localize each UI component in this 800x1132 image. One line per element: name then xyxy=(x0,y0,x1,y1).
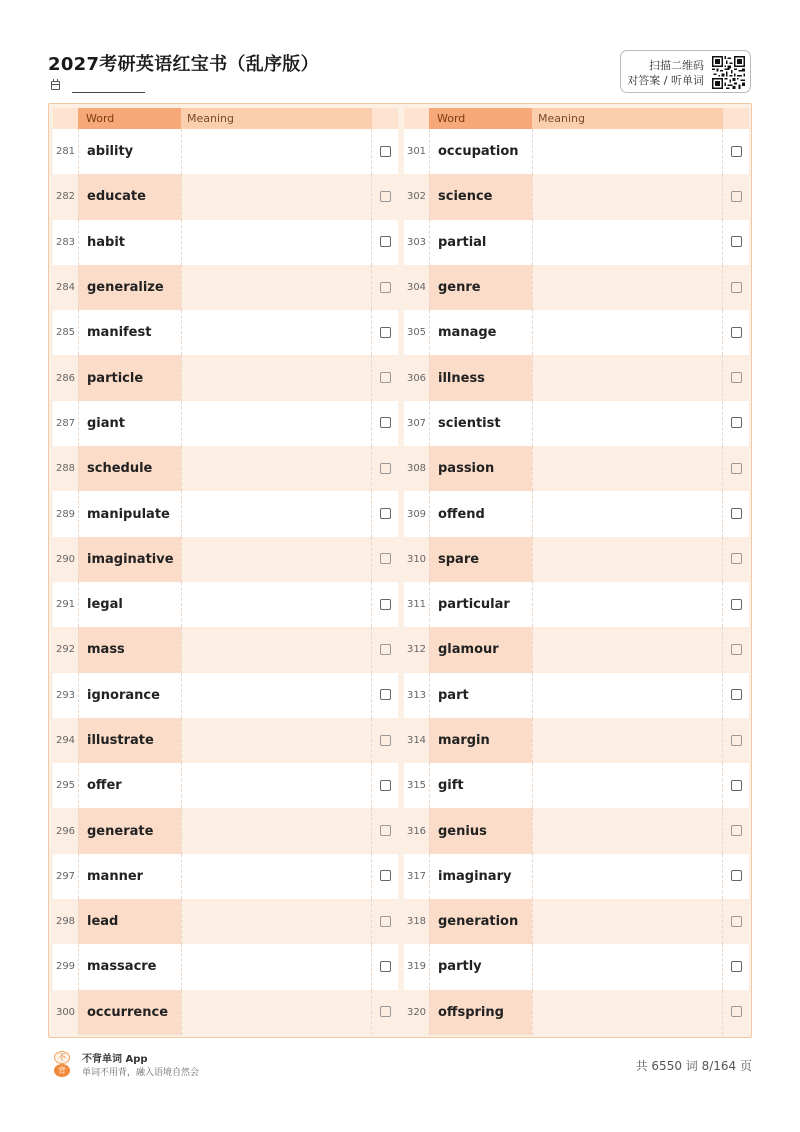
meaning-cell[interactable] xyxy=(181,808,372,853)
word-cell: genre xyxy=(429,265,532,310)
meaning-cell[interactable] xyxy=(181,854,372,899)
meaning-cell[interactable] xyxy=(532,129,723,174)
table-header xyxy=(53,108,398,129)
checkbox[interactable] xyxy=(731,372,742,383)
table-row xyxy=(404,401,749,446)
checkbox[interactable] xyxy=(380,282,391,293)
logo-bottom-glyph: 背 xyxy=(54,1064,70,1077)
meaning-cell[interactable] xyxy=(532,990,723,1035)
meaning-cell[interactable] xyxy=(532,446,723,491)
app-slogan: 单词不用背，融入语境自然会 xyxy=(82,1068,200,1078)
row-number: 294 xyxy=(55,735,76,746)
header-word: Word xyxy=(429,108,532,129)
checkbox[interactable] xyxy=(380,417,391,428)
checkbox[interactable] xyxy=(380,191,391,202)
row-number: 297 xyxy=(55,870,76,882)
row-number: 318 xyxy=(406,916,427,928)
checkbox[interactable] xyxy=(731,417,742,428)
row-number: 311 xyxy=(406,599,427,611)
row-number: 319 xyxy=(406,961,427,973)
meaning-cell[interactable] xyxy=(181,174,372,219)
word-cell: ability xyxy=(78,129,181,174)
qr-caption-line1: 扫描二维码 xyxy=(649,59,704,72)
word-cell: occupation xyxy=(429,129,532,174)
right-column xyxy=(404,108,749,1035)
meaning-cell[interactable] xyxy=(181,627,372,672)
checkbox[interactable] xyxy=(731,327,742,338)
checkbox[interactable] xyxy=(731,870,742,881)
meaning-cell[interactable] xyxy=(532,673,723,718)
checkbox[interactable] xyxy=(731,553,742,564)
word-cell: manifest xyxy=(78,310,181,355)
table-row xyxy=(53,808,398,853)
meaning-cell[interactable] xyxy=(181,899,372,944)
table-row xyxy=(404,627,749,672)
page-info: 共 6550 词 8/164 页 xyxy=(635,1059,752,1073)
word-cell: part xyxy=(429,673,532,718)
word-cell: habit xyxy=(78,220,181,265)
row-number: 283 xyxy=(55,236,76,248)
table-row xyxy=(53,990,398,1035)
table-row xyxy=(53,627,398,672)
left-column xyxy=(53,108,398,1035)
checkbox[interactable] xyxy=(380,735,391,746)
table-row xyxy=(404,355,749,400)
word-cell: educate xyxy=(78,174,181,219)
table-row xyxy=(53,944,398,989)
meaning-cell[interactable] xyxy=(181,673,372,718)
table-row xyxy=(53,129,398,174)
word-cell: scientist xyxy=(429,401,532,446)
table-row xyxy=(53,537,398,582)
checkbox[interactable] xyxy=(380,508,391,519)
meaning-cell[interactable] xyxy=(532,355,723,400)
table-row xyxy=(404,582,749,627)
meaning-cell[interactable] xyxy=(532,718,723,763)
word-cell: legal xyxy=(78,582,181,627)
meaning-cell[interactable] xyxy=(532,401,723,446)
row-number: 299 xyxy=(55,961,76,973)
meaning-cell[interactable] xyxy=(532,627,723,672)
meaning-cell[interactable] xyxy=(181,763,372,808)
meaning-cell[interactable] xyxy=(181,265,372,310)
word-cell: lead xyxy=(78,899,181,944)
row-number: 314 xyxy=(406,735,427,746)
row-number: 312 xyxy=(406,644,427,656)
checkbox[interactable] xyxy=(380,553,391,564)
header-meaning: Meaning xyxy=(181,108,372,129)
table-row xyxy=(404,673,749,718)
table-row xyxy=(53,310,398,355)
word-cell: massacre xyxy=(78,944,181,989)
word-cell: imaginary xyxy=(429,854,532,899)
checkbox[interactable] xyxy=(380,599,391,610)
word-cell: partly xyxy=(429,944,532,989)
row-number: 295 xyxy=(55,780,76,792)
word-cell: partial xyxy=(429,220,532,265)
word-cell: occurrence xyxy=(78,990,181,1035)
table-row xyxy=(404,174,749,219)
word-cell: science xyxy=(429,174,532,219)
meaning-cell[interactable] xyxy=(181,944,372,989)
word-cell: glamour xyxy=(429,627,532,672)
row-number: 315 xyxy=(406,780,427,792)
table-row xyxy=(53,763,398,808)
word-cell: generation xyxy=(429,899,532,944)
word-cell: mass xyxy=(78,627,181,672)
app-logo xyxy=(54,1051,70,1077)
row-number: 288 xyxy=(55,463,76,475)
calendar-icon xyxy=(51,81,60,90)
row-number: 292 xyxy=(55,644,76,656)
checkbox[interactable] xyxy=(731,644,742,655)
checkbox[interactable] xyxy=(380,1006,391,1017)
checkbox[interactable] xyxy=(731,689,742,700)
row-number: 287 xyxy=(55,417,76,429)
app-name: 不背单词 App xyxy=(82,1054,148,1065)
checkbox[interactable] xyxy=(731,146,742,157)
checkbox[interactable] xyxy=(380,236,391,247)
word-cell: offer xyxy=(78,763,181,808)
vocabulary-table xyxy=(48,103,752,1038)
word-cell: generate xyxy=(78,808,181,853)
meaning-cell[interactable] xyxy=(532,582,723,627)
row-number: 313 xyxy=(406,689,427,701)
row-number: 307 xyxy=(406,417,427,429)
row-number: 285 xyxy=(55,327,76,339)
checkbox[interactable] xyxy=(380,372,391,383)
page-title: 2027考研英语红宝书（乱序版） xyxy=(48,54,319,75)
table-row xyxy=(404,808,749,853)
row-number: 296 xyxy=(55,825,76,837)
word-cell: illness xyxy=(429,355,532,400)
meaning-cell[interactable] xyxy=(532,265,723,310)
table-row xyxy=(53,446,398,491)
row-number: 308 xyxy=(406,463,427,475)
checkbox[interactable] xyxy=(380,463,391,474)
meaning-cell[interactable] xyxy=(532,174,723,219)
checkbox[interactable] xyxy=(731,599,742,610)
word-cell: passion xyxy=(429,446,532,491)
word-cell: offend xyxy=(429,491,532,536)
meaning-cell[interactable] xyxy=(181,990,372,1035)
row-number: 305 xyxy=(406,327,427,339)
date-blank-line xyxy=(72,92,145,93)
meaning-cell[interactable] xyxy=(181,355,372,400)
row-number: 301 xyxy=(406,146,427,158)
qr-code-box[interactable] xyxy=(620,50,751,93)
checkbox[interactable] xyxy=(731,463,742,474)
checkbox[interactable] xyxy=(731,236,742,247)
row-number: 317 xyxy=(406,870,427,882)
checkbox[interactable] xyxy=(731,508,742,519)
table-row xyxy=(404,265,749,310)
word-cell: imaginative xyxy=(78,537,181,582)
checkbox[interactable] xyxy=(380,916,391,927)
row-number: 298 xyxy=(55,916,76,928)
row-number: 282 xyxy=(55,191,76,203)
qr-caption xyxy=(627,58,704,88)
meaning-cell[interactable] xyxy=(181,129,372,174)
table-row xyxy=(404,944,749,989)
qr-caption-line2: 对答案 / 听单词 xyxy=(627,74,704,87)
word-cell: offspring xyxy=(429,990,532,1035)
word-cell: manner xyxy=(78,854,181,899)
row-number: 303 xyxy=(406,236,427,248)
table-row xyxy=(53,718,398,763)
checkbox[interactable] xyxy=(380,780,391,791)
meaning-cell[interactable] xyxy=(532,763,723,808)
word-cell: manipulate xyxy=(78,491,181,536)
checkbox[interactable] xyxy=(380,825,391,836)
row-number: 289 xyxy=(55,508,76,520)
meaning-cell[interactable] xyxy=(532,808,723,853)
table-row xyxy=(404,220,749,265)
meaning-cell[interactable] xyxy=(181,310,372,355)
header-meaning: Meaning xyxy=(532,108,723,129)
meaning-cell[interactable] xyxy=(532,220,723,265)
meaning-cell[interactable] xyxy=(532,944,723,989)
word-cell: generalize xyxy=(78,265,181,310)
word-cell: particle xyxy=(78,355,181,400)
meaning-cell[interactable] xyxy=(181,491,372,536)
row-number: 304 xyxy=(406,282,427,294)
table-row xyxy=(53,355,398,400)
row-number: 309 xyxy=(406,508,427,520)
table-row xyxy=(404,763,749,808)
checkbox[interactable] xyxy=(731,961,742,972)
row-number: 293 xyxy=(55,689,76,701)
row-number: 320 xyxy=(406,1006,427,1018)
row-number: 300 xyxy=(55,1006,76,1018)
row-number: 290 xyxy=(55,553,76,565)
table-row xyxy=(404,899,749,944)
table-row xyxy=(53,401,398,446)
table-row xyxy=(404,718,749,763)
checkbox[interactable] xyxy=(731,916,742,927)
meaning-cell[interactable] xyxy=(181,220,372,265)
row-number: 284 xyxy=(55,282,76,294)
table-header xyxy=(404,108,749,129)
row-number: 316 xyxy=(406,825,427,837)
row-number: 291 xyxy=(55,599,76,611)
word-cell: particular xyxy=(429,582,532,627)
checkbox[interactable] xyxy=(731,1006,742,1017)
meaning-cell[interactable] xyxy=(181,537,372,582)
checkbox[interactable] xyxy=(380,146,391,157)
meaning-cell[interactable] xyxy=(532,310,723,355)
checkbox[interactable] xyxy=(731,780,742,791)
table-row xyxy=(53,174,398,219)
checkbox[interactable] xyxy=(380,327,391,338)
table-row xyxy=(53,582,398,627)
table-row xyxy=(53,899,398,944)
row-number: 286 xyxy=(55,372,76,384)
checkbox[interactable] xyxy=(731,825,742,836)
word-cell: manage xyxy=(429,310,532,355)
meaning-cell[interactable] xyxy=(181,718,372,763)
meaning-cell[interactable] xyxy=(181,446,372,491)
table-row xyxy=(404,854,749,899)
table-row xyxy=(404,310,749,355)
table-row xyxy=(53,265,398,310)
word-cell: genius xyxy=(429,808,532,853)
row-number: 310 xyxy=(406,553,427,565)
table-row xyxy=(53,220,398,265)
row-number: 302 xyxy=(406,191,427,203)
meaning-cell[interactable] xyxy=(532,537,723,582)
meaning-cell[interactable] xyxy=(532,899,723,944)
table-row xyxy=(404,537,749,582)
table-row xyxy=(404,446,749,491)
word-cell: giant xyxy=(78,401,181,446)
word-cell: gift xyxy=(429,763,532,808)
meaning-cell[interactable] xyxy=(532,854,723,899)
logo-top-glyph: 不 xyxy=(54,1051,70,1064)
checkbox[interactable] xyxy=(380,870,391,881)
checkbox[interactable] xyxy=(380,644,391,655)
word-cell: margin xyxy=(429,718,532,763)
row-number: 281 xyxy=(55,146,76,158)
table-row xyxy=(404,129,749,174)
word-cell: ignorance xyxy=(78,673,181,718)
checkbox[interactable] xyxy=(731,735,742,746)
qr-code-icon[interactable] xyxy=(712,56,745,89)
checkbox[interactable] xyxy=(731,191,742,202)
word-cell: spare xyxy=(429,537,532,582)
meaning-cell[interactable] xyxy=(532,491,723,536)
table-row xyxy=(404,990,749,1035)
word-cell: schedule xyxy=(78,446,181,491)
table-row xyxy=(53,854,398,899)
table-row xyxy=(53,491,398,536)
row-number: 306 xyxy=(406,372,427,384)
checkbox[interactable] xyxy=(380,961,391,972)
meaning-cell[interactable] xyxy=(181,582,372,627)
table-row xyxy=(404,491,749,536)
word-cell: illustrate xyxy=(78,718,181,763)
header-word: Word xyxy=(78,108,181,129)
table-row xyxy=(53,673,398,718)
checkbox[interactable] xyxy=(380,689,391,700)
meaning-cell[interactable] xyxy=(181,401,372,446)
checkbox[interactable] xyxy=(731,282,742,293)
